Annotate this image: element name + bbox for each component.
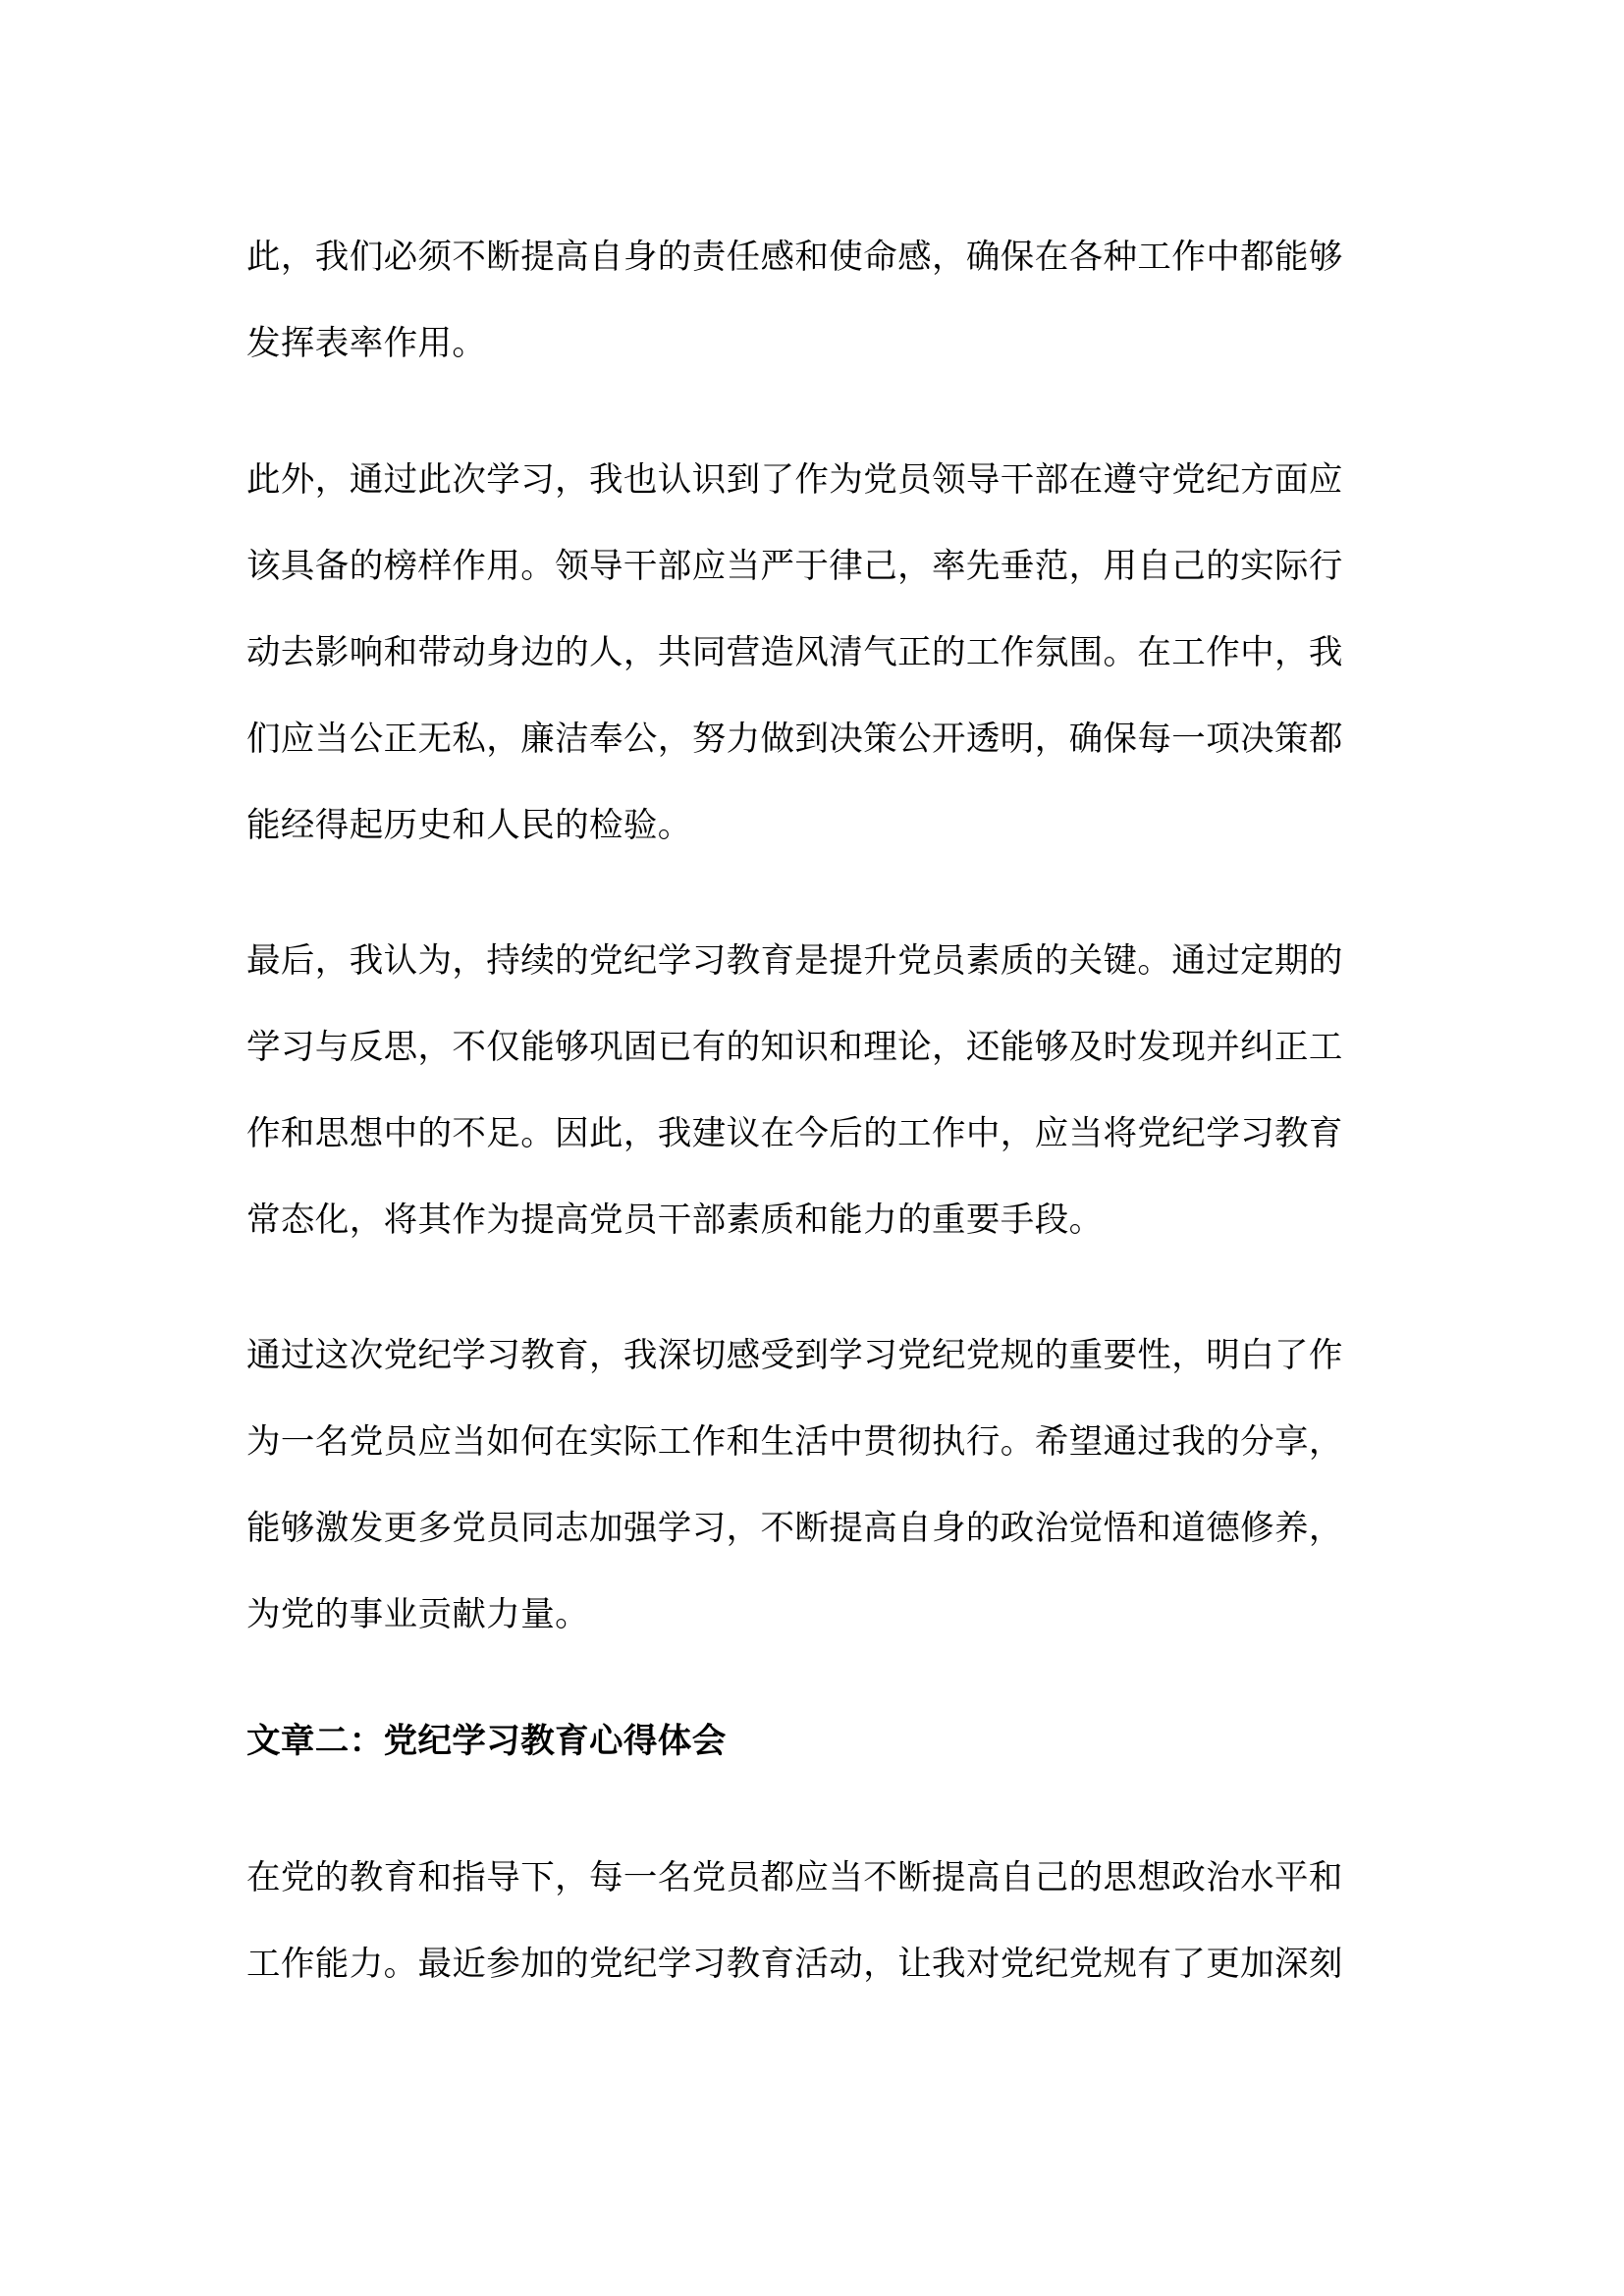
section-heading: 文章二：党纪学习教育心得体会 <box>246 1722 727 1761</box>
paragraph-2-line-4: 们应当公正无私，廉洁奉公，努力做到决策公开透明，确保每一项决策都 <box>246 720 1343 759</box>
paragraph-4-line-1: 通过这次党纪学习教育，我深切感受到学习党纪党规的重要性，明白了作 <box>246 1336 1343 1375</box>
paragraph-2-line-2: 该具备的榜样作用。领导干部应当严于律己，率先垂范，用自己的实际行 <box>246 547 1343 586</box>
section-paragraph-line-2: 工作能力。最近参加的党纪学习教育活动，让我对党纪党规有了更加深刻 <box>246 1945 1343 1984</box>
paragraph-4-line-4: 为党的事业贡献力量。 <box>246 1595 589 1634</box>
paragraph-3-line-3: 作和思想中的不足。因此，我建议在今后的工作中，应当将党纪学习教育 <box>246 1114 1343 1153</box>
paragraph-3-line-1: 最后，我认为，持续的党纪学习教育是提升党员素质的关键。通过定期的 <box>246 941 1343 981</box>
paragraph-2-line-5: 能经得起历史和人民的检验。 <box>246 806 692 845</box>
paragraph-1-line-2: 发挥表率作用。 <box>246 324 487 363</box>
paragraph-3-line-2: 学习与反思，不仅能够巩固已有的知识和理论，还能够及时发现并纠正工 <box>246 1028 1343 1067</box>
paragraph-3-line-4: 常态化，将其作为提高党员干部素质和能力的重要手段。 <box>246 1201 1104 1240</box>
section-paragraph-line-1: 在党的教育和指导下，每一名党员都应当不断提高自己的思想政治水平和 <box>246 1858 1343 1897</box>
paragraph-4-line-3: 能够激发更多党员同志加强学习，不断提高自身的政治觉悟和道德修养， <box>246 1509 1343 1548</box>
paragraph-2-line-1: 此外，通过此次学习，我也认识到了作为党员领导干部在遵守党纪方面应 <box>246 460 1343 500</box>
paragraph-4-line-2: 为一名党员应当如何在实际工作和生活中贯彻执行。希望通过我的分享， <box>246 1422 1343 1462</box>
paragraph-1-line-1: 此，我们必须不断提高自身的责任感和使命感，确保在各种工作中都能够 <box>246 238 1343 277</box>
paragraph-2-line-3: 动去影响和带动身边的人，共同营造风清气正的工作氛围。在工作中，我 <box>246 633 1343 672</box>
